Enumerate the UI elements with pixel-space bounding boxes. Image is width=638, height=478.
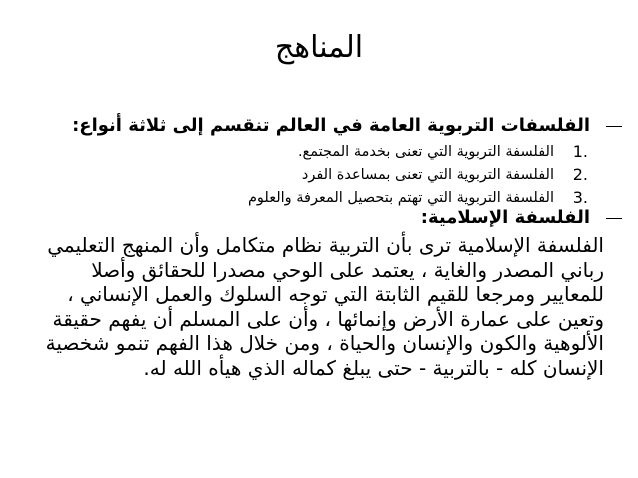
paragraph-line-4: وتعين على عمارة الأرض وإنمائها ، وأن على المسلم أن يفهم حقيقة [52,306,604,331]
section-heading-islamic-philosophy: الفلسفة الإسلامية: [420,207,590,228]
item-number-1: 1. [572,142,588,161]
section-heading-general-philosophies: الفلسفات التربوية العامة في العالم تنقسم إلى ثلاثة أنواع: [72,115,590,136]
bullet-dash-2 [606,218,622,219]
item-number-2: 2. [572,165,588,184]
paragraph-line-3: للمعايير ومرجعا للقيم الثابتة التي توجه السلوك والعمل الإنساني ، [67,282,604,306]
item-text-2: الفلسفة التربوية التي تعنى بمساعدة الفرد [301,167,554,183]
item-text-3: الفلسفة التربوية التي تهتم بتحصيل المعرفة والعلوم [247,190,554,206]
paragraph-line-2: رباني المصدر والغاية ، يعتمد على الوحي مصدرا للحقائق وأصلا [91,257,604,282]
item-number-3: 3. [572,188,588,207]
paragraph-line-5: الألوهية والكون والإنسان والحياة ، ومن خلال هذا الفهم تنمو شخصية [45,331,604,355]
item-text-1: الفلسفة التربوية التي تعنى بخدمة المجتمع. [297,144,554,160]
paragraph-line-1: الفلسفة الإسلامية ترى بأن التربية نظام متكامل وأن المنهج التعليمي [47,233,604,257]
islamic-philosophy-paragraph [12,233,604,380]
bullet-dash-1 [606,126,622,127]
slide-title: المناهج [274,30,364,65]
paragraph-line-6: الإنسان كله - بالتربية - حتى يبلغ كماله الذي هيأه الله له. [143,355,604,380]
